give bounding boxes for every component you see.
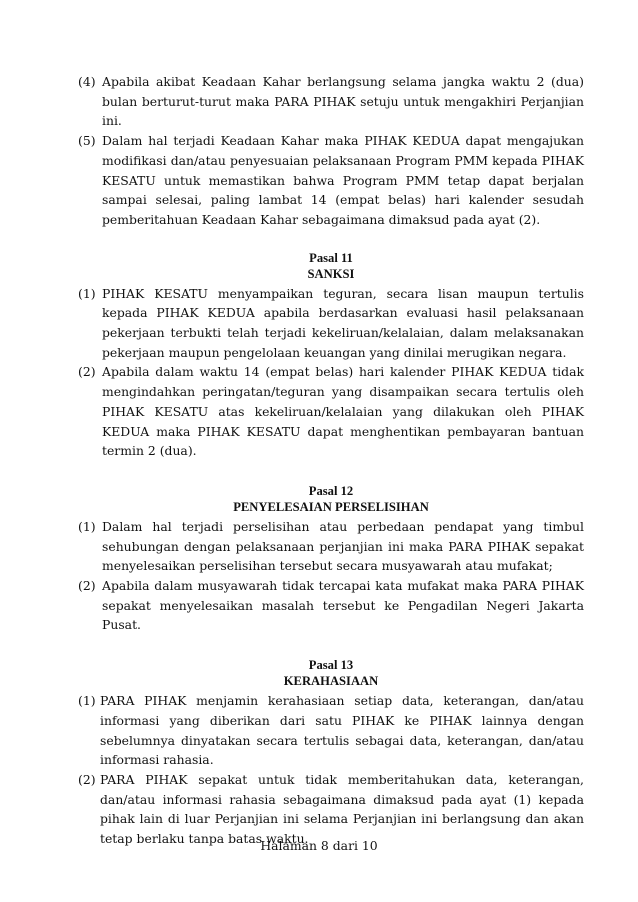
clause-item [78, 72, 584, 131]
clause-text: PARA PIHAK menjamin kerahasiaan setiap data, keterangan, dan/atau informasi yang diberikan dari satu PIHAK ke PIHAK lainnya dengan sebelumnya dinyatakan secara tertulis sebagai data, keterangan, dan/atau informasi rahasia. [100, 693, 584, 768]
article-title: KERAHASIAAN [283, 674, 379, 689]
article-12 [78, 483, 584, 635]
article-number: Pasal 13 [308, 658, 354, 673]
clause-text: Apabila akibat Keadaan Kahar berlangsung selama jangka waktu 2 (dua) bulan berturut-turut maka PARA PIHAK setuju untuk mengakhiri Perjanjian ini. [102, 74, 584, 129]
clause-text: PIHAK KESATU menyampaikan teguran, secara lisan maupun tertulis kepada PIHAK KEDUA apabila berdasarkan evaluasi hasil pelaksanaan pekerjaan terbukti telah terjadi kekeliruan/kelalaian, dalam melaksanakan pekerjaan maupun pengelolaan keuangan yang dinilai merugikan negara. [102, 285, 584, 360]
clause-list-keadaan-kahar [78, 72, 584, 230]
article-title: PENYELESAIAN PERSELISIHAN [233, 499, 429, 514]
clause-number: (2) [78, 364, 96, 380]
clause-list-kerahasiaan [78, 691, 584, 849]
clause-number: (2) [78, 578, 96, 594]
clause-number: (1) [78, 518, 96, 534]
page-footer: Halaman 8 dari 10 [260, 838, 378, 853]
clause-number: (5) [78, 133, 96, 149]
document-page [78, 72, 584, 849]
clause-item [78, 284, 584, 363]
article-number: Pasal 12 [308, 483, 354, 498]
clause-text: Dalam hal terjadi Keadaan Kahar maka PIHAK KEDUA dapat mengajukan modifikasi dan/atau penyesuaian pelaksanaan Program PMM kepada PIHAK KESATU untuk memastikan bahwa Program PMM tetap dapat berjalan sampai selesai, paling lambat 14 (empat belas) hari kalender sesudah pemberitahuan Keadaan Kahar sebagaimana dimaksud pada ayat (2). [102, 133, 584, 227]
clause-item [78, 576, 584, 635]
clause-number: (4) [78, 74, 96, 89]
clause-number: (2) [78, 771, 96, 787]
article-title: SANKSI [307, 266, 355, 281]
clause-item [78, 362, 584, 461]
clause-item [78, 131, 584, 230]
clause-number: (1) [78, 285, 96, 301]
clause-text: Apabila dalam musyawarah tidak tercapai kata mufakat maka PARA PIHAK sepakat menyelesaikan masalah tersebut ke Pengadilan Negeri Jakarta Pusat. [102, 578, 584, 633]
clause-item [78, 691, 584, 770]
article-number: Pasal 11 [309, 250, 353, 265]
clause-item [78, 517, 584, 576]
clause-text: Apabila dalam waktu 14 (empat belas) hari kalender PIHAK KEDUA tidak mengindahkan peringatan/teguran yang disampaikan secara tertulis oleh PIHAK KESATU atas kekeliruan/kelalaian yang dilakukan oleh PIHAK KEDUA maka PIHAK KESATU dapat menghentikan pembayaran bantuan termin 2 (dua). [102, 364, 584, 459]
article-11 [78, 250, 584, 461]
clause-list-penyelesaian [78, 517, 584, 635]
article-13 [78, 657, 584, 849]
clause-list-sanksi [78, 284, 584, 461]
clause-text: Dalam hal terjadi perselisihan atau perbedaan pendapat yang timbul sehubungan dengan pelaksanaan perjanjian ini maka PARA PIHAK sepakat menyelesaikan perselisihan tersebut secara musyawarah atau mufakat; [102, 518, 584, 574]
clause-number: (1) [78, 693, 96, 709]
clause-text: PARA PIHAK sepakat untuk tidak memberitahukan data, keterangan, dan/atau informasi rahasia sebagaimana dimaksud pada ayat (1) kepada pihak lain di luar Perjanjian ini selama Perjanjian ini berlangsung dan akan tetap berlaku tanpa batas waktu. [100, 771, 584, 847]
